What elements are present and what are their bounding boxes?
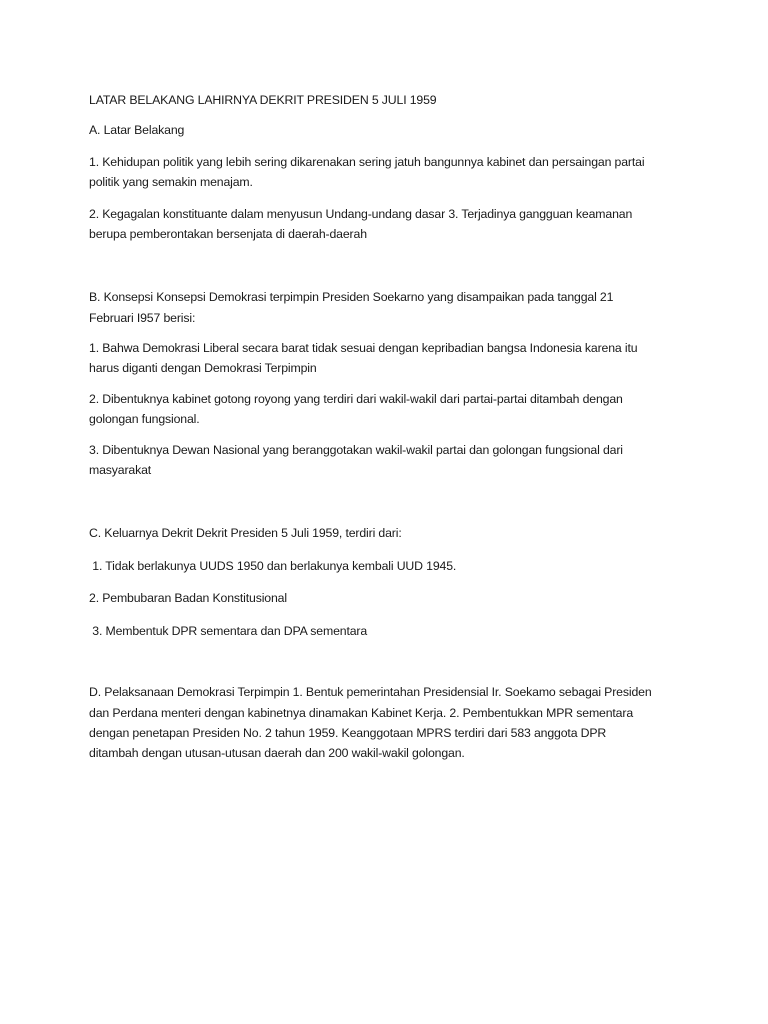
document-title: LATAR BELAKANG LAHIRNYA DEKRIT PRESIDEN 5 JULI 1959 bbox=[89, 93, 437, 107]
section-c-item: 2. Pembubaran Badan Konstitusional bbox=[89, 591, 287, 605]
section-c-item: 3. Membentuk DPR sementara dan DPA sementara bbox=[89, 624, 368, 638]
section-a-p2-line: berupa pemberontakan bersenjata di daerah-daerah bbox=[89, 227, 367, 241]
section-b-heading: B. Konsepsi Konsepsi Demokrasi terpimpin Presiden Soekarno yang disampaikan pada tanggal 21 bbox=[89, 290, 614, 304]
section-a-p1-line: 1. Kehidupan politik yang lebih sering dikarenakan sering jatuh bangunnya kabinet dan persaingan partai bbox=[89, 155, 645, 169]
section-b-p3-line: masyarakat bbox=[89, 463, 152, 477]
section-a-p2-line: 2. Kegagalan konstituante dalam menyusun Undang-undang dasar 3. Terjadinya gangguan keamanan bbox=[89, 207, 633, 221]
section-d-line: dan Perdana menteri dengan kabinetnya dinamakan Kabinet Kerja. 2. Pembentukkan MPR sementara bbox=[89, 706, 634, 720]
section-d-line: D. Pelaksanaan Demokrasi Terpimpin 1. Bentuk pemerintahan Presidensial Ir. Soekamo sebagai Presiden bbox=[89, 685, 652, 699]
section-c-item: 1. Tidak berlakunya UUDS 1950 dan berlakunya kembali UUD 1945. bbox=[89, 559, 457, 573]
section-b-heading: Februari I957 berisi: bbox=[89, 311, 196, 325]
section-b-p2-line: golongan fungsional. bbox=[89, 412, 200, 426]
section-b-p3-line: 3. Dibentuknya Dewan Nasional yang beranggotakan wakil-wakil partai dan golongan fungsional dari bbox=[89, 443, 623, 457]
section-c-heading: C. Keluarnya Dekrit Dekrit Presiden 5 Juli 1959, terdiri dari: bbox=[89, 526, 402, 540]
section-a-p1-line: politik yang semakin menajam. bbox=[89, 175, 253, 189]
section-d-line: dengan penetapan Presiden No. 2 tahun 1959. Keanggotaan MPRS terdiri dari 583 anggota DPR bbox=[89, 726, 607, 740]
section-b-p1-line: 1. Bahwa Demokrasi Liberal secara barat tidak sesuai dengan kepribadian bangsa Indonesia karena itu bbox=[89, 341, 638, 355]
section-d-line: ditambah dengan utusan-utusan daerah dan 200 wakil-wakil golongan. bbox=[89, 746, 465, 760]
section-a-heading: A. Latar Belakang bbox=[89, 123, 185, 137]
section-b-p2-line: 2. Dibentuknya kabinet gotong royong yang terdiri dari wakil-wakil dari partai-partai ditambah dengan bbox=[89, 392, 623, 406]
section-b-p1-line: harus diganti dengan Demokrasi Terpimpin bbox=[89, 361, 317, 375]
